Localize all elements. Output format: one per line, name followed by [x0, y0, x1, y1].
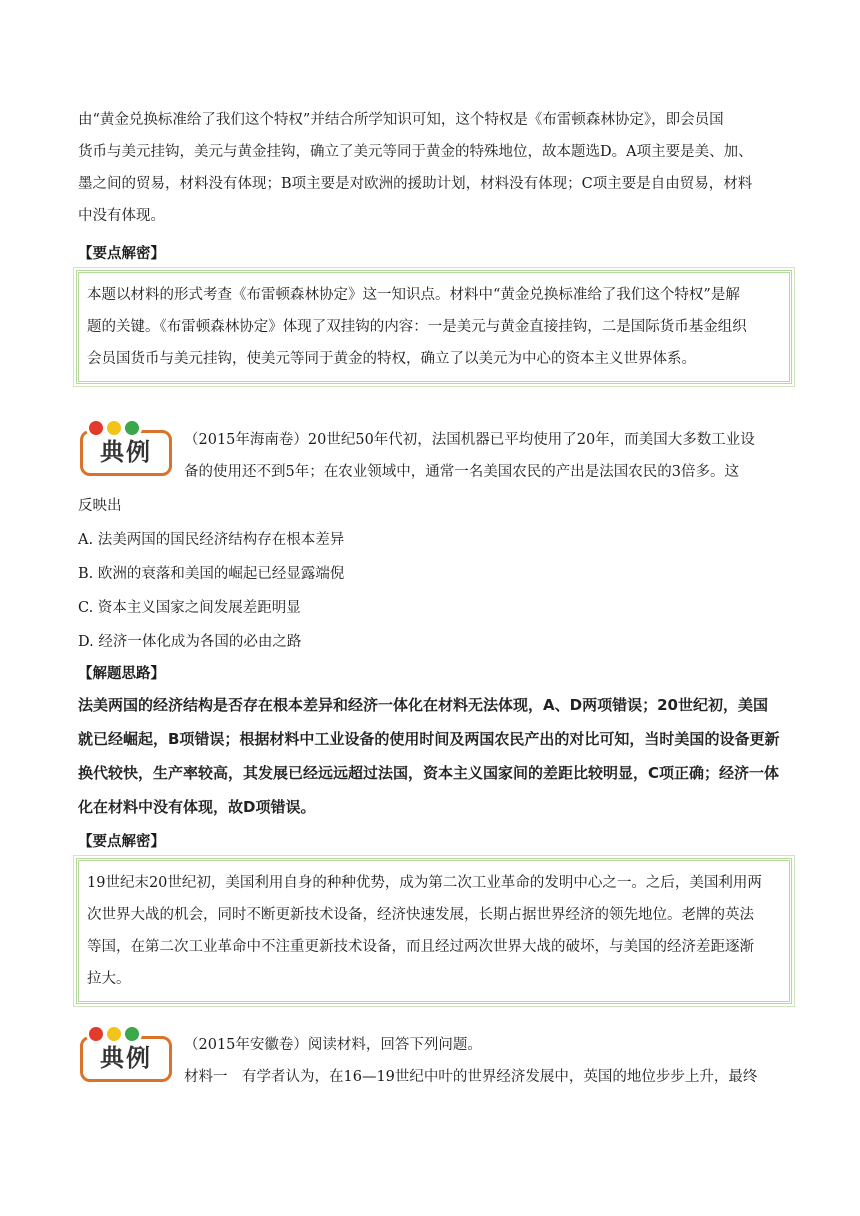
text-line: 就已经崛起，B项错误；根据材料中工业设备的使用时间及两国农民产出的对比可知，当时美国的设备更新 — [78, 730, 780, 748]
text-line: 题的关键。《布雷顿森林协定》体现了双挂钩的内容：一是美元与黄金直接挂钩，二是国际货币基金组织 — [87, 319, 747, 335]
option-c: C. 资本主义国家之间发展差距明显 — [78, 600, 301, 616]
text-line: 材料一 有学者认为，在16—19世纪中叶的世界经济发展中，英国的地位步步上升，最终 — [184, 1069, 758, 1085]
example-badge — [80, 1024, 176, 1082]
solution-label: 【解题思路】 — [78, 665, 165, 682]
key-points-label: 【要点解密】 — [78, 833, 165, 850]
example-question-continuation: 反映出 — [78, 498, 122, 514]
text-line: 本题以材料的形式考查《布雷顿森林协定》这一知识点。材料中“黄金兑换标准给了我们这个特权”是解 — [87, 287, 740, 303]
key-points-box — [76, 270, 792, 384]
text-line: 货币与美元挂钩，美元与黄金挂钩，确立了美元等同于黄金的特殊地位，故本题选D。A项主要是美、加、 — [78, 144, 753, 160]
key-points-label: 【要点解密】 — [78, 245, 165, 262]
badge-label: 典例 — [100, 438, 152, 466]
key-points-box — [76, 858, 792, 1004]
text-line: 等国，在第二次工业革命中不注重更新技术设备，而且经过两次世界大战的破坏，与美国的经济差距逐渐 — [87, 939, 754, 955]
example-2-question — [184, 1029, 794, 1093]
solution-paragraph — [78, 688, 798, 824]
text-line: 法美两国的经济结构是否存在根本差异和经济一体化在材料无法体现，A、D两项错误；20世纪初，美国 — [78, 696, 768, 714]
text-line: 备的使用还不到5年；在农业领域中，通常一名美国农民的产出是法国农民的3倍多。这 — [184, 464, 739, 480]
text-line: 墨之间的贸易，材料没有体现；B项主要是对欧洲的援助计划，材料没有体现；C项主要是自由贸易，材料 — [78, 176, 753, 192]
option-d: D. 经济一体化成为各国的必由之路 — [78, 634, 302, 650]
text-line: 中没有体现。 — [78, 208, 165, 224]
example-question — [184, 424, 794, 488]
example-badge — [80, 418, 176, 476]
text-line: 拉大。 — [87, 971, 131, 987]
option-a: A. 法美两国的国民经济结构存在根本差异 — [78, 532, 345, 548]
badge-label: 典例 — [100, 1044, 152, 1072]
text-line: 次世界大战的机会，同时不断更新技术设备，经济快速发展，长期占据世界经济的领先地位。老牌的英法 — [87, 907, 754, 923]
option-b: B. 欧洲的衰落和美国的崛起已经显露端倪 — [78, 566, 345, 582]
text-line: （2015年海南卷）20世纪50年代初，法国机器已平均使用了20年，而美国大多数工业设 — [184, 432, 755, 448]
text-line: 会员国货币与美元挂钩，使美元等同于黄金的特权，确立了以美元为中心的资本主义世界体系。 — [87, 351, 696, 367]
text-line: （2015年安徽卷）阅读材料，回答下列问题。 — [184, 1037, 482, 1053]
text-line: 19世纪末20世纪初，美国利用自身的种种优势，成为第二次工业革命的发明中心之一。之后，美国利用两 — [87, 875, 762, 891]
intro-answer-paragraph — [78, 104, 788, 232]
text-line: 化在材料中没有体现，故D项错误。 — [78, 798, 316, 816]
text-line: 由“黄金兑换标准给了我们这个特权”并结合所学知识可知，这个特权是《布雷顿森林协定》，即会员国 — [78, 112, 724, 128]
text-line: 换代较快，生产率较高，其发展已经远远超过法国，资本主义国家间的差距比较明显，C项正确；经济一体 — [78, 764, 780, 782]
